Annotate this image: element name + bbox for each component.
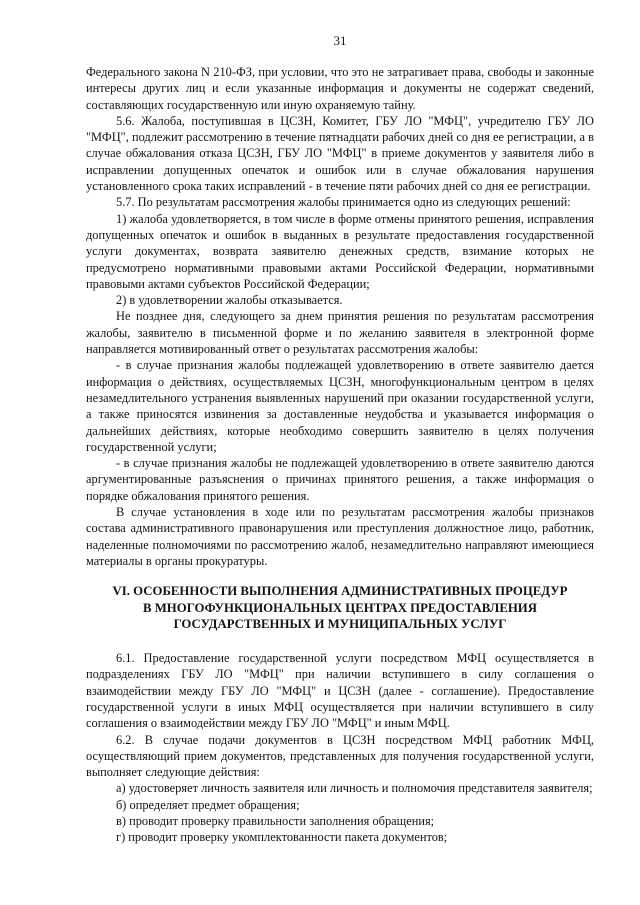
paragraph-before-8: В случае установления в ходе или по результатам рассмотрения жалобы признаков состава административного правонарушения или преступления должностное лицо, работник, наделенные полномочиями по рассмотрению жалоб, незамедлительно направляют имеющиеся материалы в органы прокуратуры. bbox=[86, 505, 594, 568]
paragraph-before-6: - в случае признания жалобы подлежащей удовлетворению в ответе заявителю дается информация о действиях, осуществляемых ЦСЗН, многофункциональным центром в целях незамедлительного устранения выявленных нарушений при оказании государственной услуги, а также приносятся извинения за доставленные неудобства и указывается информация о дальнейших действиях, которые необходимо совершить заявителю в целях получения государственной услуги; bbox=[86, 358, 594, 454]
page-number: 31 bbox=[333, 33, 347, 48]
paragraph-before-7: - в случае признания жалобы не подлежащей удовлетворению в ответе заявителю даются аргументированные разъяснения о причинах принятого решения, а также информация о порядке обжалования принятого решения. bbox=[86, 456, 594, 503]
section-heading bbox=[86, 583, 594, 632]
paragraph-before-2: 5.7. По результатам рассмотрения жалобы принимается одно из следующих решений: bbox=[116, 195, 571, 210]
paragraph-before-5: Не позднее дня, следующего за днем принятия решения по результатам рассмотрения жалобы, заявителю в письменной форме и по желанию заявителя в электронной форме направляется мотивированный ответ о результатах рассмотрения жалобы: bbox=[86, 309, 594, 357]
paragraph-after-5: г) проводит проверку укомплектованности пакета документов; bbox=[116, 830, 448, 845]
section-vi-body bbox=[86, 650, 594, 846]
section-v-body bbox=[86, 64, 594, 569]
paragraph-after-1: 6.2. В случае подачи документов в ЦСЗН посредством МФЦ работник МФЦ, осуществляющий прием документов, представленных для получения государственной услуги, выполняет следующие действия: bbox=[86, 732, 594, 780]
section-heading-line-2: В МНОГОФУНКЦИОНАЛЬНЫХ ЦЕНТРАХ ПРЕДОСТАВЛЕНИЯ bbox=[142, 600, 537, 615]
paragraph-after-3: б) определяет предмет обращения; bbox=[116, 797, 300, 812]
paragraph-before-4: 2) в удовлетворении жалобы отказывается. bbox=[116, 293, 343, 308]
paragraph-before-0: Федерального закона N 210-ФЗ, при условии, что это не затрагивает права, свободы и законные интересы других лиц и если указанные информация и документы не содержат сведений, составляющих государственную или иную охраняемую тайну. bbox=[86, 65, 594, 112]
paragraph-before-3: 1) жалоба удовлетворяется, в том числе в форме отмены принятого решения, исправления допущенных опечаток и ошибок в выданных в результате предоставления государственной услуги документах, возврата заявителю денежных средств, взимание которых не предусмотрено нормативными правовыми актами Российской Федерации, нормативными правовыми актами субъектов Российской Федерации; bbox=[86, 211, 594, 291]
section-heading-line-1: VI. ОСОБЕННОСТИ ВЫПОЛНЕНИЯ АДМИНИСТРАТИВНЫХ ПРОЦЕДУР bbox=[112, 584, 568, 599]
section-heading-line-3: ГОСУДАРСТВЕННЫХ И МУНИЦИПАЛЬНЫХ УСЛУГ bbox=[173, 616, 507, 631]
paragraph-after-0: 6.1. Предоставление государственной услуги посредством МФЦ осуществляется в подразделениях ГБУ ЛО "МФЦ" при наличии вступившего в силу соглашения о взаимодействии между ГБУ ЛО "МФЦ" и ЦСЗН (далее - соглашение). Предоставление государственной услуги в иных МФЦ осуществляется при наличии вступившего в силу соглашения о взаимодействии между ГБУ ЛО "МФЦ" и иным МФЦ. bbox=[86, 651, 594, 731]
paragraph-after-2: а) удостоверяет личность заявителя или личность и полномочия представителя заявителя; bbox=[116, 781, 593, 796]
paragraph-after-4: в) проводит проверку правильности заполнения обращения; bbox=[116, 814, 435, 829]
paragraph-before-1: 5.6. Жалоба, поступившая в ЦСЗН, Комитет, ГБУ ЛО "МФЦ", учредителю ГБУ ЛО "МФЦ", подлежит рассмотрению в течение пятнадцати рабочих дней со дня ее регистрации, а в случае обжалования отказа ЦСЗН, ГБУ ЛО "МФЦ" в приеме документов у заявителя либо в исправлении допущенных опечаток и ошибок или в случае обжалования нарушения установленного срока таких исправлений - в течение пяти рабочих дней со дня ее регистрации. bbox=[86, 113, 594, 194]
